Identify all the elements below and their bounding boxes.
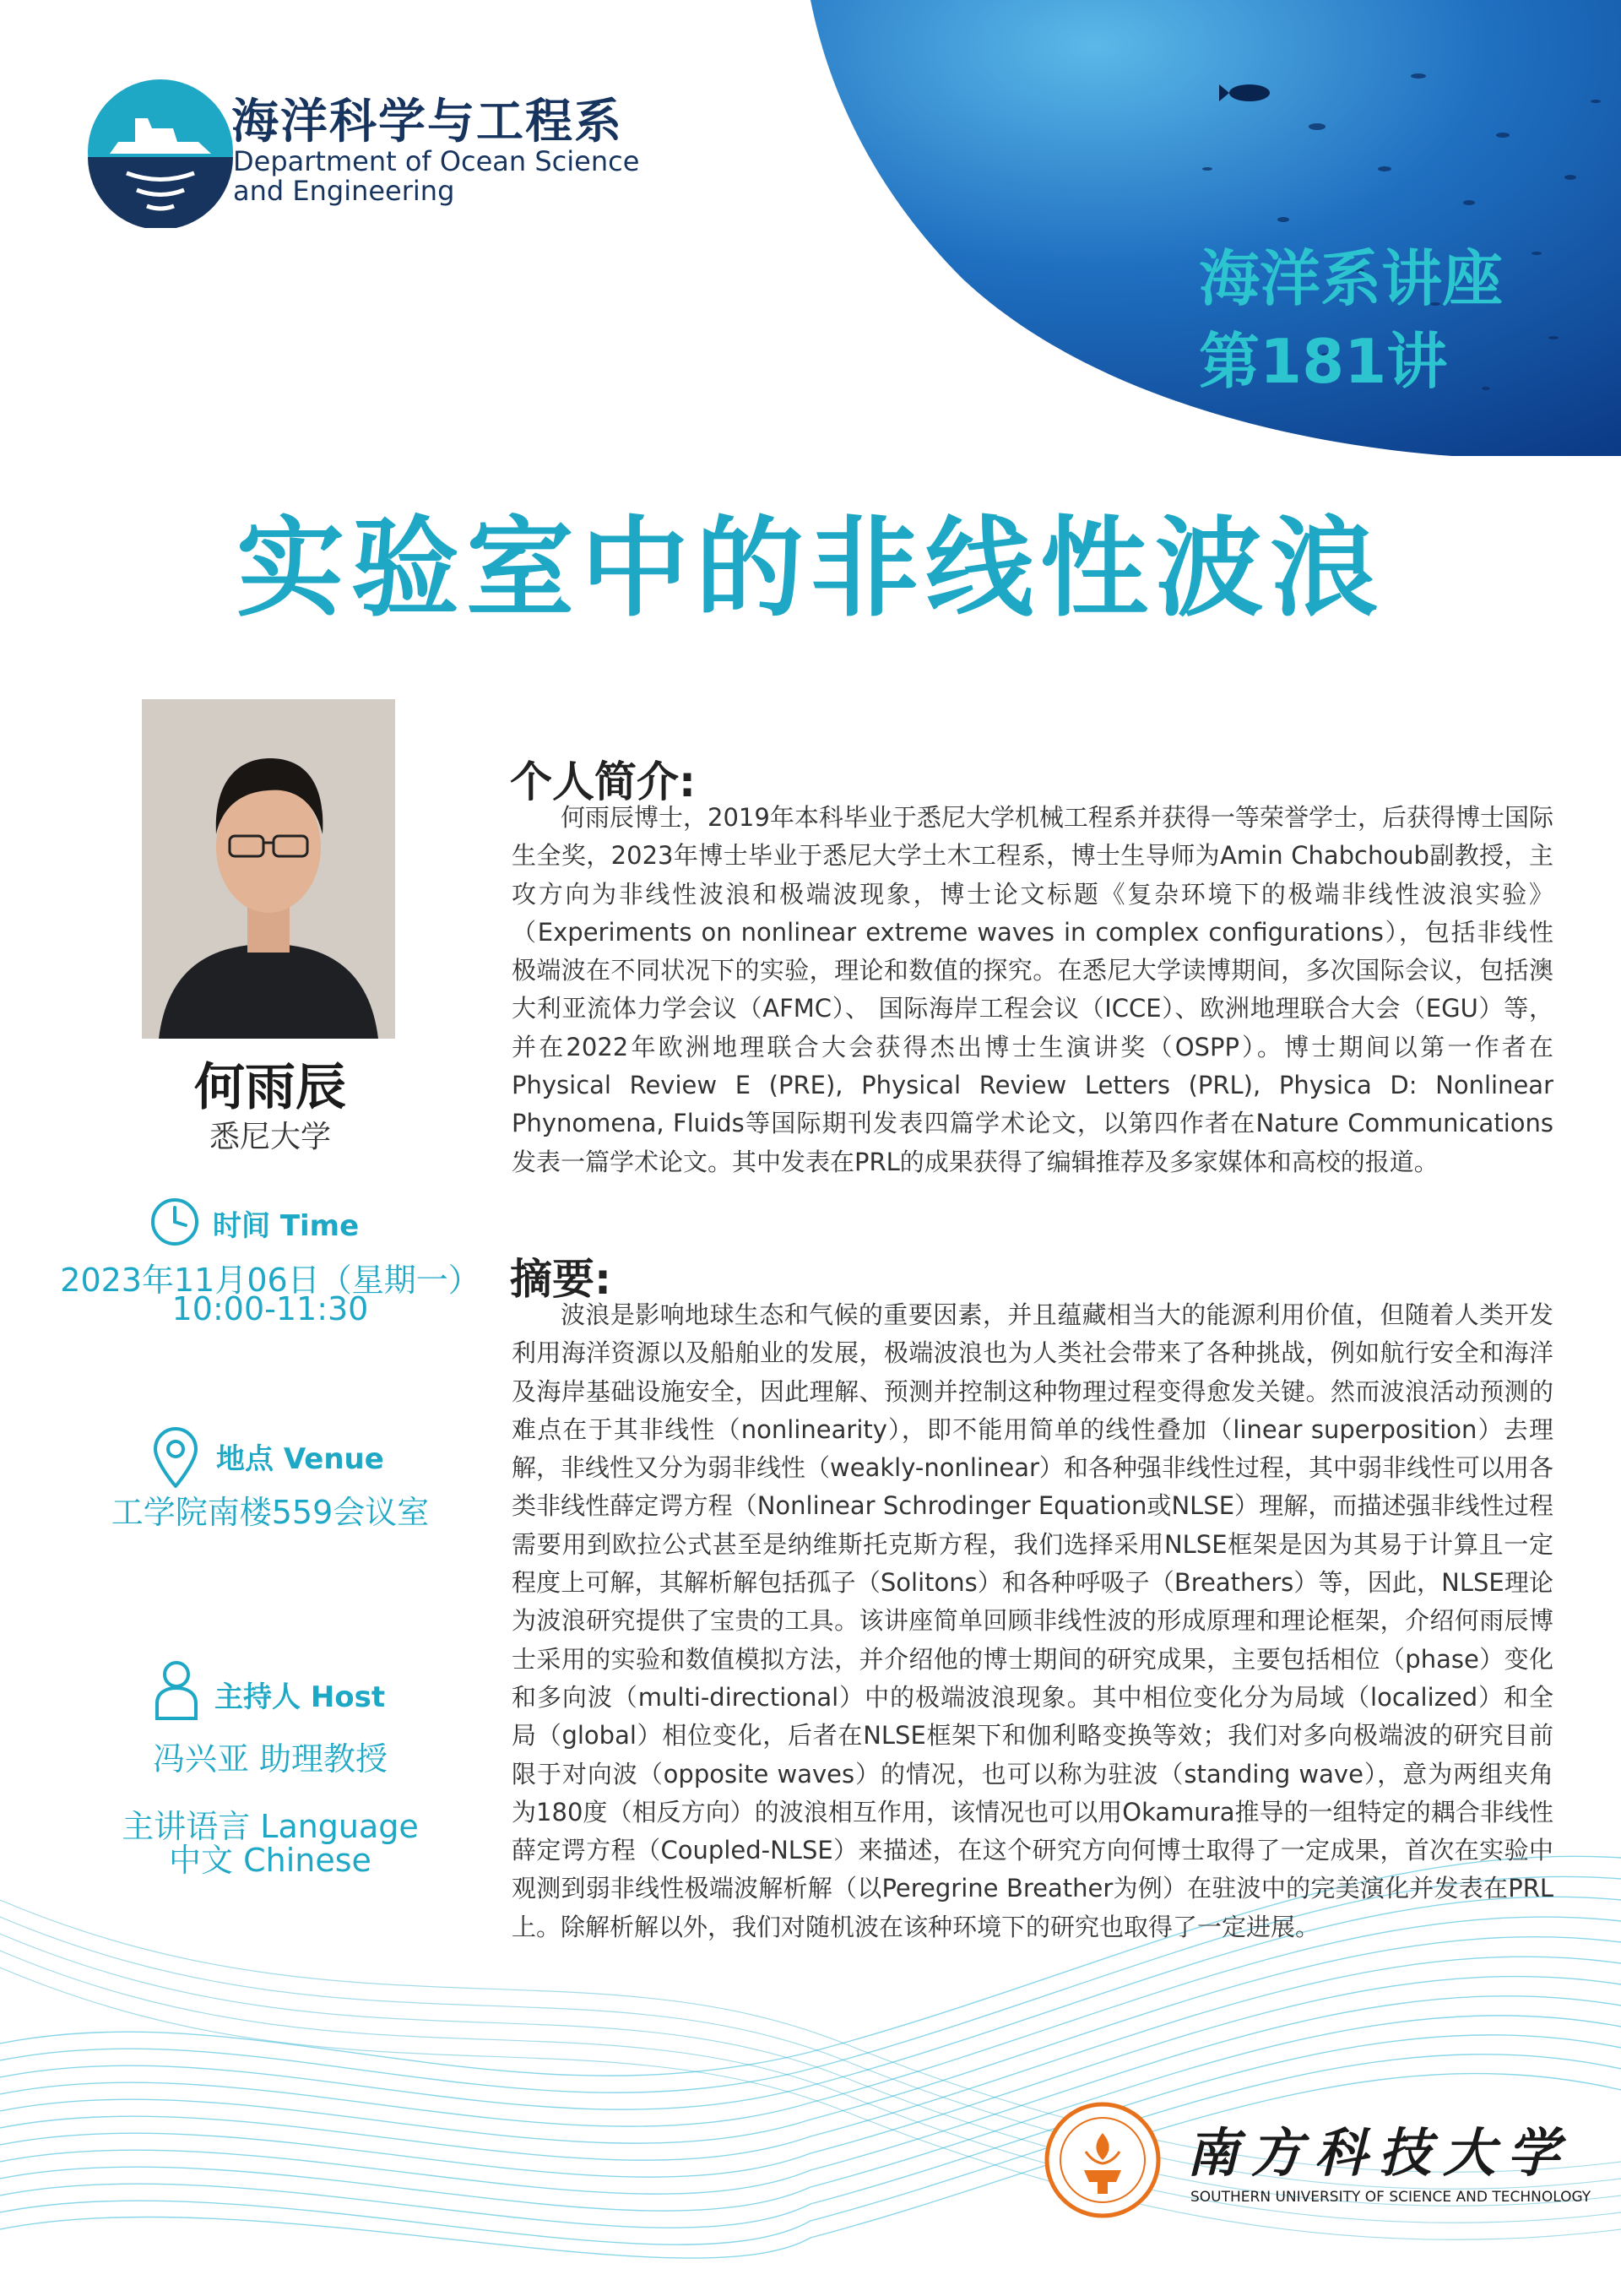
speaker-affiliation: 悉尼大学: [209, 1120, 331, 1154]
person-icon: [154, 1659, 199, 1720]
time-label: 时间 Time: [213, 1209, 360, 1243]
time-date: 2023年11月06日（星期一）: [60, 1262, 480, 1299]
sustech-seal-icon: [1044, 2101, 1162, 2219]
bio-paragraph: 何雨辰博士，2019年本科毕业于悉尼大学机械工程系并获得一等荣誉学士，后获得博士国际生全奖，2023年博士毕业于悉尼大学土木工程系，博士生导师为Amin Chabchoub副教授，主攻方向为非线性波浪和极端波现象，博士论文标题《复杂环境下的极端非线性波浪实验》（Experiments on nonlinear extreme waves in complex configurations），包括非线性极端波在不同状况下的实验，理论和数值的探究。在悉尼大学读博期间，多次国际会议，包括澳大利亚流体力学会议（AFMC）、 国际海岸工程会议（ICCE）、欧洲地理联合大会（EGU）等，并在2022年欧洲地理联合大会获得杰出博士生演讲奖（OSPP）。博士期间以第一作者在Physical Review E (PRE), Physical Review Letters (PRL), Physica D: Nonlinear Phynomena, Fluids等国际期刊发表四篇学术论文，以第四作者在Nature Communications发表一篇学术论文。其中发表在PRL的成果获得了编辑推荐及多家媒体和高校的报道。: [512, 803, 1553, 1176]
speaker-name: 何雨辰: [194, 1058, 346, 1117]
lecture-number: 第181讲: [1199, 326, 1448, 397]
clock-icon: [150, 1197, 199, 1246]
time-range: 10:00-11:30: [171, 1290, 369, 1327]
language-value: 中文 Chinese: [169, 1842, 371, 1879]
host-value: 冯兴亚 助理教授: [152, 1740, 388, 1778]
host-label: 主持人 Host: [214, 1680, 386, 1714]
university-name-cn: 南方科技大学: [1186, 2122, 1572, 2184]
location-pin-icon: [152, 1427, 199, 1488]
abstract-paragraph: 波浪是影响地球生态和气候的重要因素，并且蕴藏相当大的能源利用价值，但随着人类开发利用海洋资源以及船舶业的发展，极端波浪也为人类社会带来了各种挑战，例如航行安全和海洋及海岸基础设施安全，因此理解、预测并控制这种物理过程变得愈发关键。然而波浪活动预测的难点在于其非线性（nonlinearity），即不能用简单的线性叠加（linear superposition）去理解，非线性又分为弱非线性（weakly-nonlinear）和各种强非线性过程，其中弱非线性可以用各类非线性薛定谔方程（Nonlinear Schrodinger Equation或NLSE）理解，而描述强非线性过程需要用到欧拉公式甚至是纳维斯托克斯方程，我们选择采用NLSE框架是因为其易于计算且一定程度上可解，其解析解包括孤子（Solitons）和各种呼吸子（Breathers）等，因此，NLSE理论为波浪研究提供了宝贵的工具。该讲座简单回顾非线性波的形成原理和理论框架，介绍何雨辰博士采用的实验和数值模拟方法，并介绍他的博士期间的研究成果，主要包括相位（phase）变化和多向波（multi-directional）中的极端波浪现象。其中相位变化分为局域（localized）和全局（global）相位变化，后者在NLSE框架下和伽利略变换等效；我们对多向极端波的研究目前限于对向波（opposite waves）的情况，也可以称为驻波（standing wave），意为两组夹角为180度（相反方向）的波浪相互作用，该情况也可以用Okamura推导的一组特定的耦合非线性薛定谔方程（Coupled-NLSE）来描述，在这个研究方向何博士取得了一定成果，首次在实验中观测到弱非线性极端波解析解（以Peregrine Breather为例）在驻波中的完美演化并发表在PRL上。除解析解以外，我们对随机波在该种环境下的研究也取得了一定进展。: [512, 1300, 1553, 1941]
department-name-en-line2: and Engineering: [233, 175, 455, 207]
department-logo-icon: [84, 76, 236, 228]
language-label: 主讲语言 Language: [122, 1808, 419, 1845]
abstract-heading: 摘要:: [510, 1255, 611, 1304]
department-name-en-line1: Department of Ocean Science: [233, 145, 640, 177]
venue-label: 地点 Venue: [216, 1442, 384, 1476]
lecture-series-name: 海洋系讲座: [1199, 243, 1504, 314]
speaker-photo: [142, 699, 395, 1039]
department-name-cn: 海洋科学与工程系: [231, 95, 623, 149]
lecture-title: 实验室中的非线性波浪: [236, 506, 1385, 632]
university-name-en: SOUTHERN UNIVERSITY OF SCIENCE AND TECHNOLOGY: [1190, 2189, 1591, 2206]
bio-heading: 个人简介:: [510, 757, 696, 806]
venue-value: 工学院南楼559会议室: [111, 1494, 430, 1531]
